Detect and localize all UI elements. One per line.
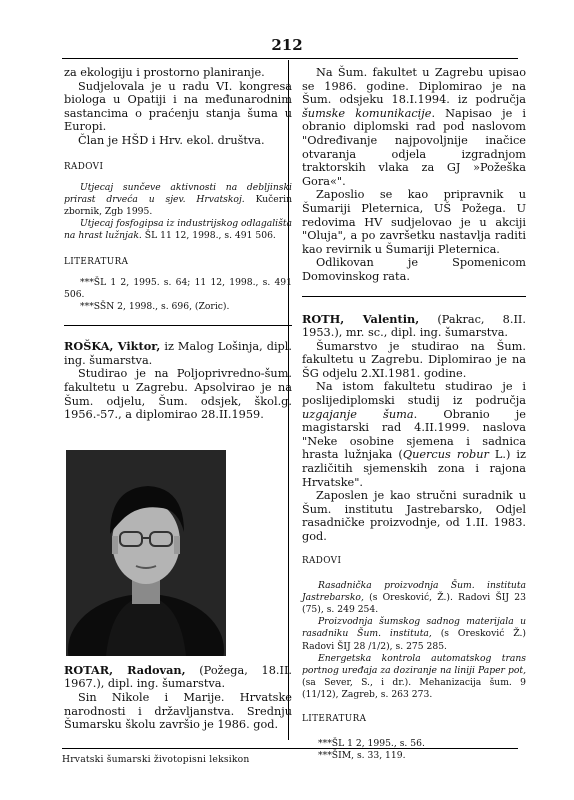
radovi-item [64, 182, 292, 219]
radovi-heading: RADOVI [302, 555, 342, 566]
footer-rule [62, 748, 518, 749]
entry-body [302, 380, 526, 489]
footer-title: Hrvatski šumarski životopisni leksikon [62, 754, 250, 765]
text-run: Na Šum. fakultet u Zagrebu upisao se 1986. godine. Diplomirao je na Šum. odsjeku 18.I.1994. iz područja [302, 66, 526, 107]
work-source: (s Oresković, Ž.). Radovi ŠIJ 23 (75), s. 249 254. [302, 591, 526, 615]
field-of-study: uzgajanje šuma [302, 407, 414, 421]
entry-body: Sin Nikole i Marije. Hrvatske narodnosti i državljanstva. Srednju Šumarsku školu završio je 1986. god. [64, 690, 292, 732]
text-run: . Obranio je magistarski rad 4.II.1999. naslova "Neke osobine sjemena i sadnica hrasta lužnjaka ( [302, 407, 526, 462]
literatura-heading: LITERATURA [302, 713, 367, 724]
intro-line: za ekologiju i prostorno planiranje. [64, 66, 265, 79]
text-run: . Napisao je i obranio diplomski rad pod naslovom "Određivanje najpovoljnije inačice otvaranja odjela izgradnjom traktorskih vlaka za GJ »Požeška Gora«". [302, 106, 527, 188]
entry-name: ROTH, Valentin, [302, 311, 420, 326]
radovi-heading: RADOVI [64, 161, 104, 172]
work-title: Energetska kontrola automatskog trans portnog uređaja za doziranje na liniji Paper pot, [302, 652, 526, 677]
entry-birth: (Pakrac, 8.II. 1953.), mr. sc., dipl. ing. šumarstva. [302, 312, 526, 340]
text-run: L.) iz različitih sjemenskih zona i rajona Hrvatske". [302, 448, 526, 489]
entry-heading [302, 313, 526, 340]
rotar-award: Odlikovan je Spomenicom Domovinskog rata. [302, 256, 526, 283]
rotar-continued [302, 66, 526, 188]
radovi-item [302, 653, 526, 702]
radovi-item [302, 580, 526, 617]
page-number: 212 [271, 36, 303, 54]
entry-heading [64, 664, 292, 691]
radovi-item [302, 616, 526, 653]
work-title: Utjecaj fosfogipsa iz industrijskog odlagališta na hrast lužnjak. [64, 218, 293, 242]
entry-birth: (Požega, 18.II. 1967.), dipl. ing. šumarstva. [64, 663, 292, 691]
work-title: Utjecaj sunčeve aktivnosti na debljinski prirast drveća u sjev. Hrvatskoj. [64, 181, 292, 205]
entry-roska [64, 340, 292, 422]
literatura-heading: LITERATURA [64, 256, 129, 267]
left-column [64, 66, 292, 732]
work-source: Kučerin zbornik, Zgb 1995. [64, 193, 292, 217]
species-name: Quercus robur [402, 448, 489, 462]
work-source: ŠL 11 12, 1998., s. 491 506. [141, 230, 276, 242]
literatura-item: ***ŠL 1 2, 1995. s. 64; 11 12, 1998., s. 491 506. [64, 276, 292, 300]
entry-body: Šumarstvo je studirao na Šum. fakultetu u Zagrebu. Diplomirao je na ŠG odjelu 2.XI.1981. godine. [302, 339, 526, 380]
work-title: Proizvodnja šumskog sadnog materijala u rasadniku Šum. instituta, [302, 616, 526, 640]
intro-paragraph: Član je HŠD i Hrv. ekol. društva. [78, 133, 265, 147]
entry-separator [64, 325, 292, 326]
text-run: Na istom fakultetu studirao je i poslijediplomski studij iz područja [302, 380, 526, 408]
intro-paragraph: Sudjelovala je u radu VI. kongresa biologa u Opatiji i na međunarodnim sastancima o praćenju stanja šuma u Europi. [64, 79, 292, 134]
literatura-item: ***ŠL 1 2, 1995., s. 56. [318, 737, 425, 749]
entry-birth: iz Malog Lošinja, dipl. ing. šumarstva. [64, 340, 292, 367]
entry-roth [302, 313, 526, 544]
entry-name: ROŠKA, Viktor, [64, 339, 161, 354]
literatura-item: ***ŠIM, s. 33, 119. [318, 749, 406, 761]
portrait-photo [66, 450, 226, 656]
entry-heading [64, 340, 292, 367]
entry-body: Zaposlen je kao stručni suradnik u Šum. institutu Jastrebarsko, Odjel rasadničke proizvodnje, od 1.II. 1983. god. [302, 489, 526, 543]
work-source: (sa Sever, S., i dr.). Mehanizacija šum. 9 (11/12), Zagreb, s. 263 273. [302, 677, 526, 701]
entry-rotar [64, 664, 292, 732]
entry-separator [302, 296, 526, 297]
right-column [302, 66, 526, 762]
header-rule [62, 58, 518, 59]
rotar-employment: Zaposlio se kao pripravnik u Šumariji Pleternica, UŠ Požega. U redovima HV sudjelovao je u akciji "Oluja", a po završetku nastavlja raditi kao revirnik u Šumariji Pleternica. [302, 188, 526, 256]
entry-name: ROTAR, Radovan, [64, 662, 186, 677]
radovi-item [64, 218, 292, 242]
field-of-study: šumske komunikacije [302, 106, 432, 120]
work-title: Rasadnička proizvodnja Šum. instituta Jastrebarsko, [302, 579, 526, 603]
entry-body: Studirao je na Poljoprivredno-šum. fakultetu u Zagrebu. Apsolvirao je na Šum. odjelu, Šum. odsjek, škol.g. 1956.-57., a diplomirao 28.II.1959. [64, 367, 292, 422]
literatura-item: ***SŠN 2, 1998., s. 696, (Zoric). [80, 300, 230, 312]
work-source: (s Oresković Ž.) Radovi ŠIJ 28 /1/2), s. 275 285. [302, 628, 526, 652]
